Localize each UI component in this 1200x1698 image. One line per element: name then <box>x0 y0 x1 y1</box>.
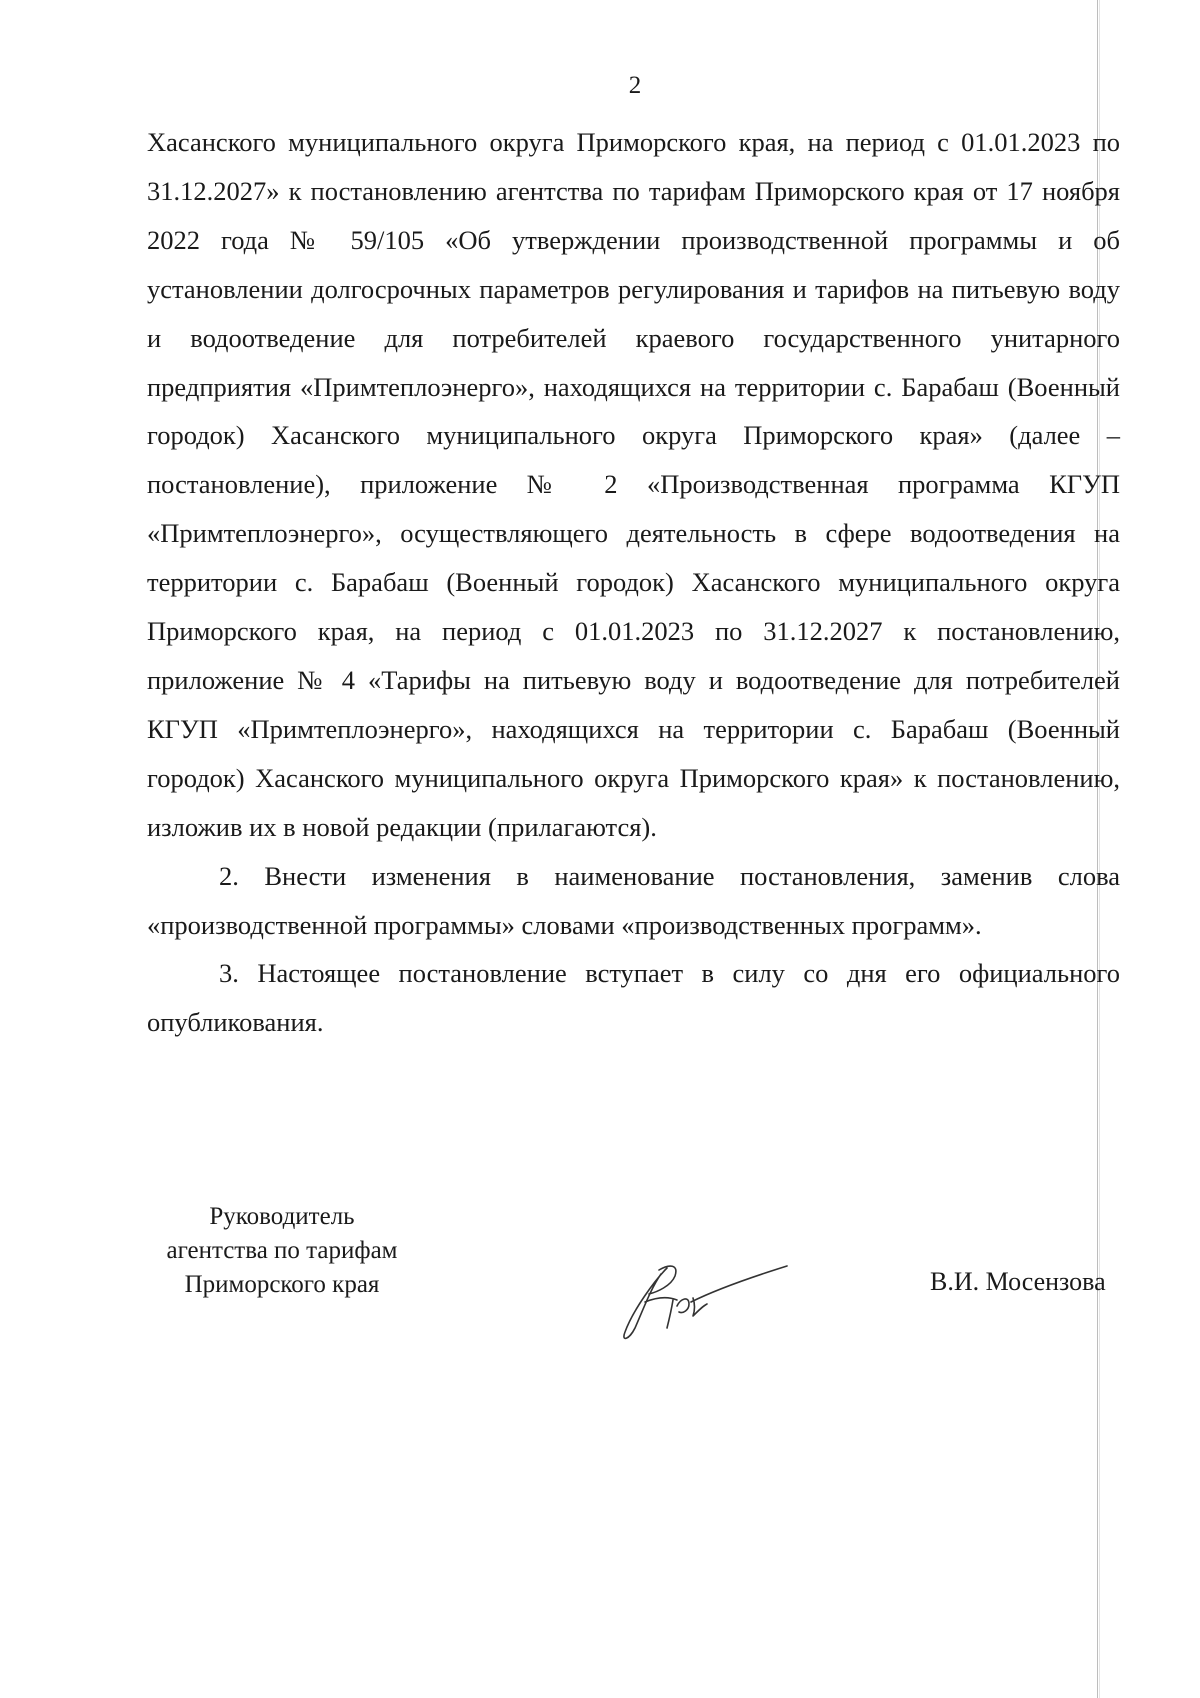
signer-name: В.И. Мосензова <box>930 1267 1106 1296</box>
position-line: агентства по тарифам <box>166 1237 398 1264</box>
paragraph-item-2: 2. Внести изменения в наименование постановления, заменив слова «производственной программы» словами «производственных программ». <box>147 860 1120 940</box>
paragraph-item-3: 3. Настоящее постановление вступает в силу со дня его официального опубликования. <box>147 958 1120 1038</box>
document-body <box>147 118 1120 1047</box>
paragraph-continuation: Хасанского муниципального округа Приморского края, на период с 01.01.2023 по 31.12.2027» к постановлению агентства по тарифам Приморского края от 17 ноября 2022 года № 59/105 «Об утверждении производственной программы и об установлении долгосрочных параметров регулирования и тарифов на питьевую воду и водоотведение для потребителей краевого государственного унитарного предприятия «Примтеплоэнерго», находящихся на территории с. Барабаш (Военный городок) Хасанского муниципального округа Приморского края» (далее – постановление), приложение № 2 «Производственная программа КГУП «Примтеплоэнерго», осуществляющего деятельность в сфере водоотведения на территории с. Барабаш (Военный городок) Хасанского муниципального округа Приморского края, на период с 01.01.2023 по 31.12.2027 к постановлению, приложение № 4 «Тарифы на питьевую воду и водоотведение для потребителей КГУП «Примтеплоэнерго», находящихся на территории с. Барабаш (Военный городок) Хасанского муниципального округа Приморского края» к постановлению, изложив их в новой редакции (прилагаются). <box>147 127 1120 842</box>
signatory-position <box>147 1200 417 1302</box>
handwritten-signature-icon <box>615 1240 795 1350</box>
position-line: Руководитель <box>209 1203 355 1230</box>
position-line: Приморского края <box>184 1271 380 1298</box>
page-number: 2 <box>628 72 642 99</box>
